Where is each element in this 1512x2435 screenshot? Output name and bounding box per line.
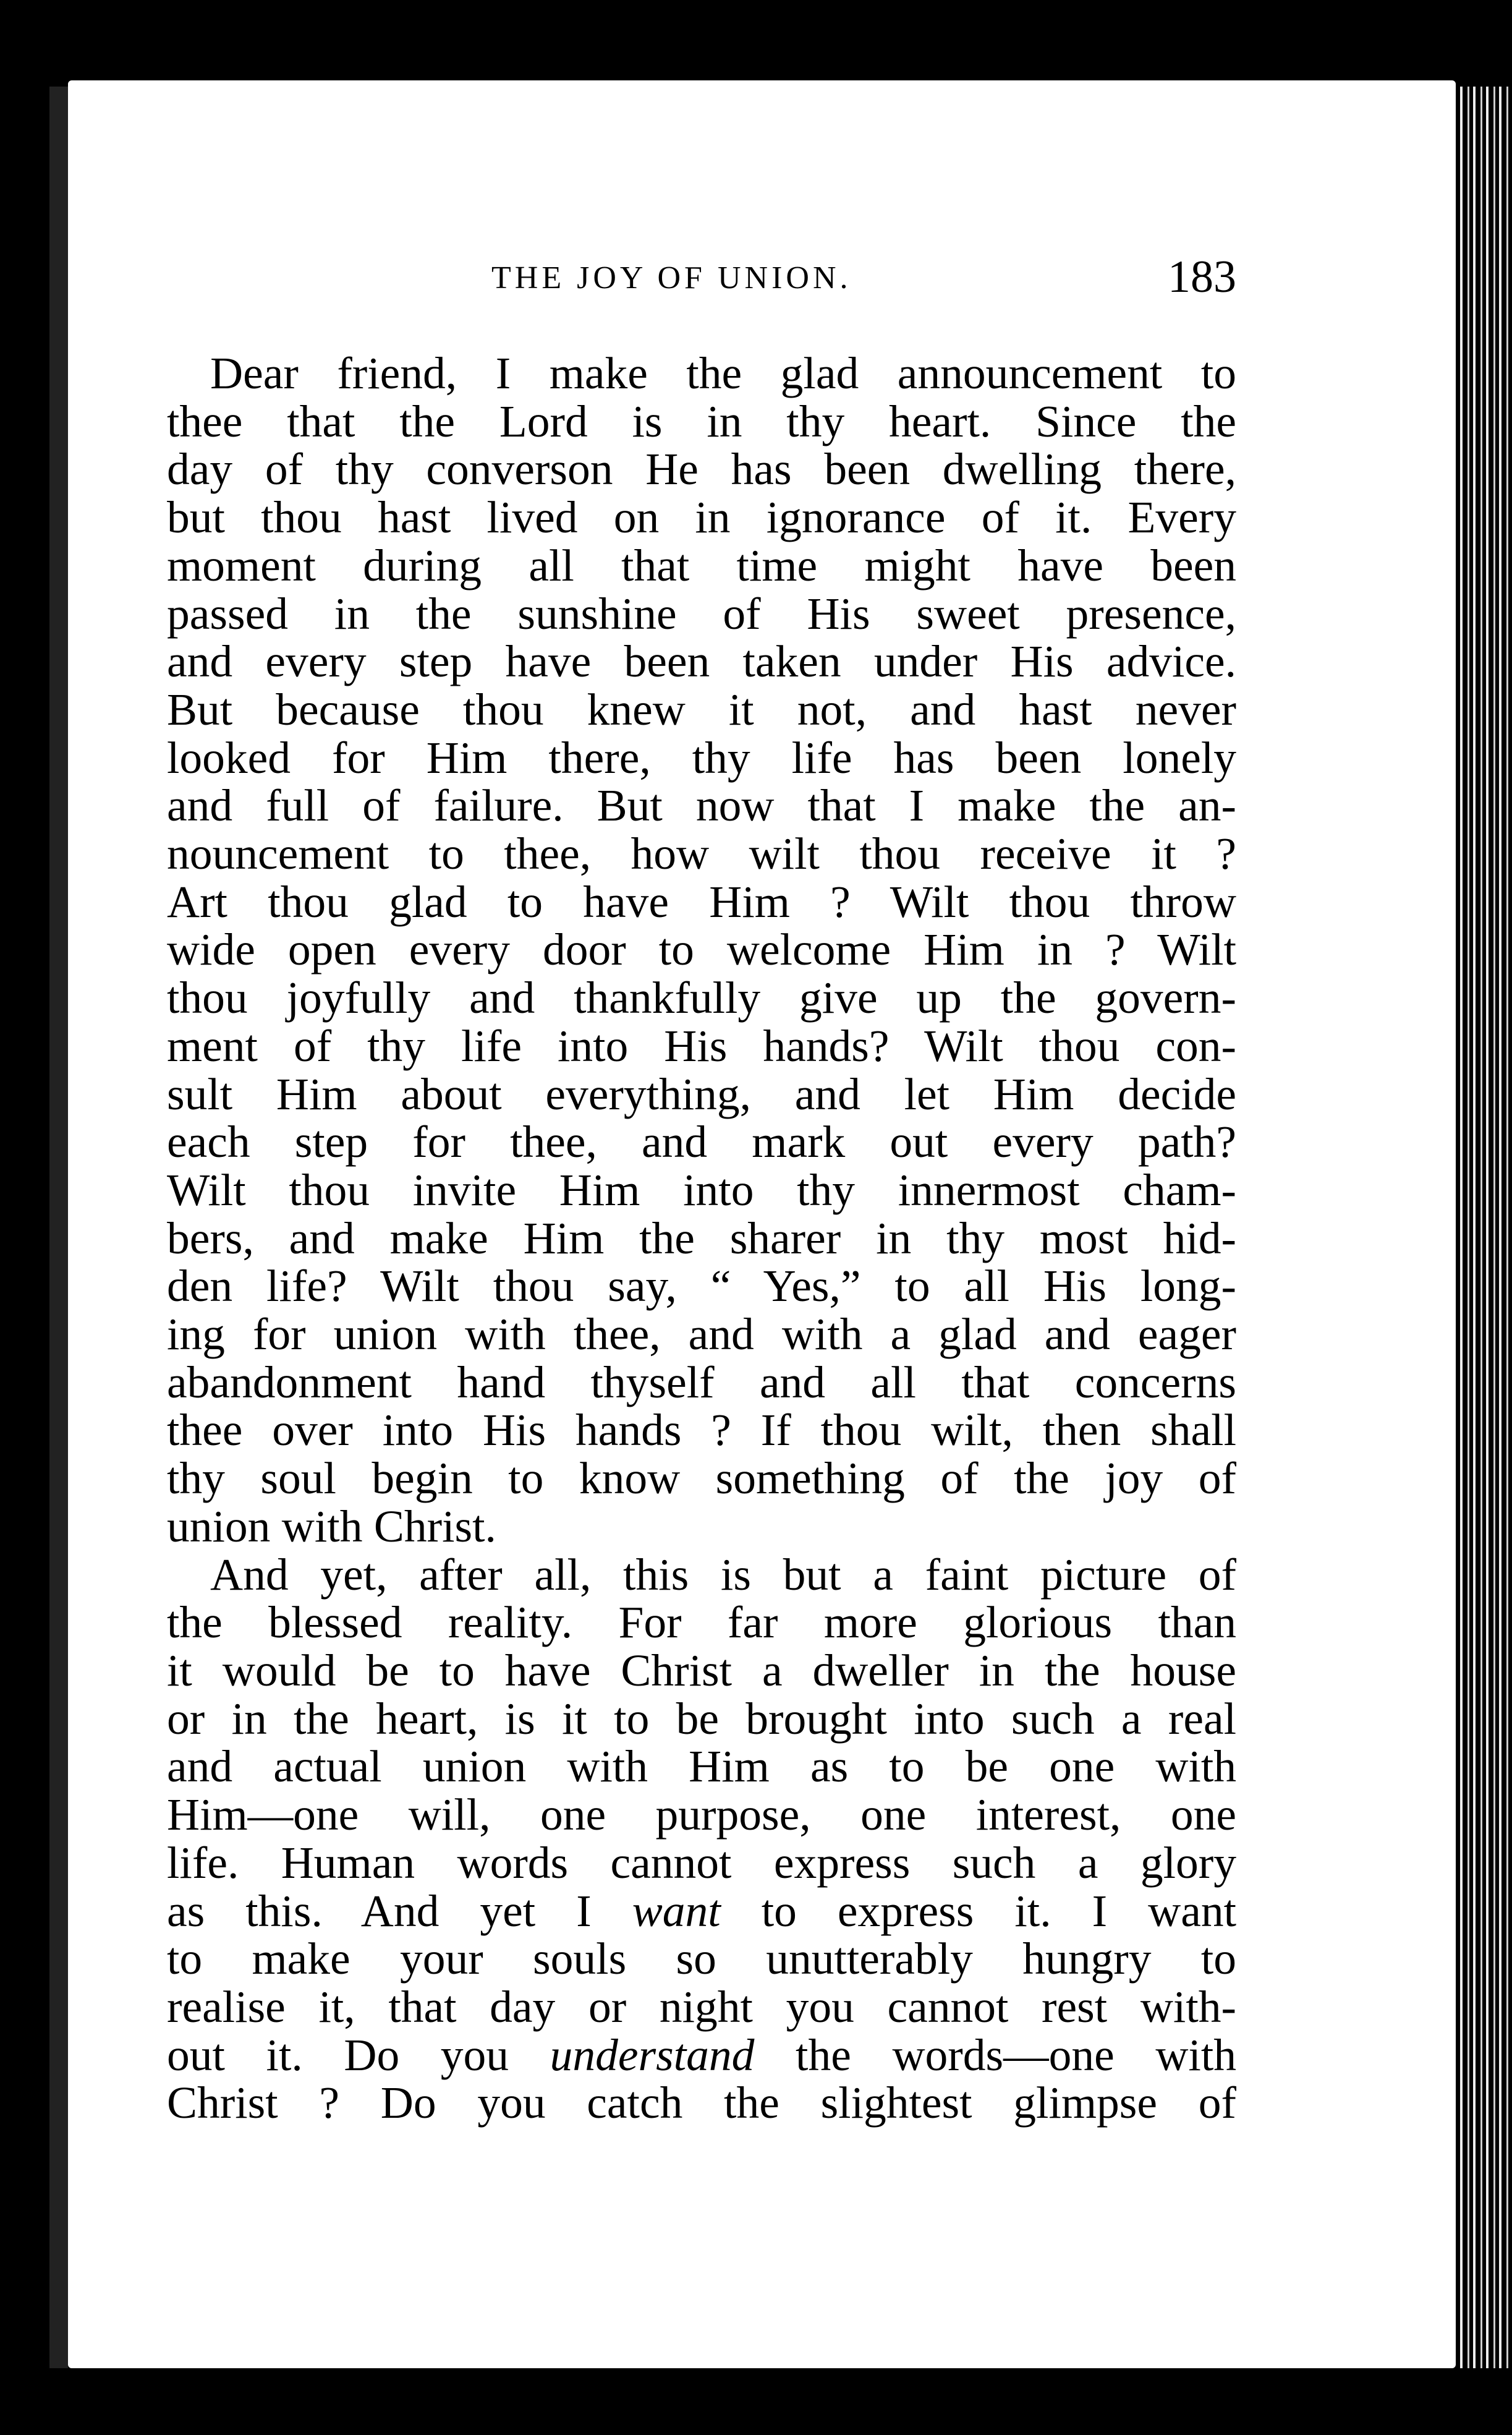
text-line: abandonment hand thyself and all that concerns — [167, 1357, 1236, 1407]
text-line: And yet, after all, this is but a faint picture of — [210, 1549, 1236, 1600]
text-line: nouncement to thee, how wilt thou receive it ? — [167, 829, 1236, 879]
text-line: thou joyfully and thankfully give up the govern- — [167, 973, 1236, 1023]
text-line: ing for union with thee, and with a glad and eager — [167, 1309, 1236, 1360]
text-line: but thou hast lived on in ignorance of it. Every — [167, 492, 1236, 543]
text-line: and actual union with Him as to be one with — [167, 1741, 1236, 1792]
text-line: sult Him about everything, and let Him decide — [167, 1068, 1236, 1119]
text-line: to make your souls so unutterably hungry to — [167, 1934, 1236, 1984]
text-line: it would be to have Christ a dweller in the house — [167, 1645, 1236, 1695]
text-line: out it. Do you understand the words—one with — [167, 2029, 1237, 2080]
text-line: thy soul begin to know something of the joy of — [167, 1453, 1236, 1504]
text-line: But because thou knew it not, and hast never — [167, 684, 1236, 735]
text-line: bers, and make Him the sharer in thy most hid- — [167, 1213, 1236, 1263]
text-line: thee that the Lord is in thy heart. Since the — [167, 396, 1236, 446]
text-line: union with Christ. — [167, 1501, 496, 1551]
text-line: wide open every door to welcome Him in ? Wilt — [167, 924, 1236, 975]
text-line: day of thy converson He has been dwelling there, — [167, 444, 1236, 495]
text-line: Him—one will, one purpose, one interest, one — [167, 1789, 1236, 1840]
text-line: Christ ? Do you catch the slightest glimpse of — [167, 2078, 1236, 2128]
text-line: the blessed reality. For far more glorious than — [167, 1597, 1236, 1648]
text-line: and full of failure. But now that I make the an- — [167, 780, 1236, 831]
text-line: Wilt thou invite Him into thy innermost cham- — [167, 1164, 1236, 1215]
text-line: Art thou glad to have Him ? Wilt thou throw — [167, 876, 1236, 927]
text-line: as this. And yet I want to express it. I want — [167, 1885, 1236, 1936]
text-line: realise it, that day or night you cannot rest with- — [167, 1981, 1236, 2032]
text-line: passed in the sunshine of His sweet presence, — [167, 588, 1236, 639]
body-text — [167, 349, 1236, 2127]
right-page-edges — [1456, 87, 1512, 2368]
text-line: moment during all that time might have been — [167, 540, 1236, 591]
text-line: den life? Wilt thou say, “ Yes,” to all His long- — [167, 1261, 1236, 1311]
text-line: ment of thy life into His hands? Wilt thou con- — [167, 1020, 1236, 1071]
text-line: or in the heart, is it to be brought into such a real — [167, 1693, 1236, 1744]
page-number: 183 — [1168, 252, 1236, 302]
paragraph — [167, 1551, 1236, 2127]
text-line: and every step have been taken under His advice. — [167, 636, 1236, 687]
text-line: thee over into His hands ? If thou wilt, then shall — [167, 1405, 1236, 1456]
text-line: looked for Him there, thy life has been lonely — [167, 732, 1236, 783]
text-line: Dear friend, I make the glad announcement to — [210, 348, 1236, 398]
paragraph — [167, 349, 1236, 1551]
running-head — [161, 252, 1236, 309]
running-title: THE JOY OF UNION. — [491, 260, 852, 296]
text-line: life. Human words cannot express such a glory — [167, 1837, 1236, 1888]
text-line: each step for thee, and mark out every path? — [167, 1117, 1236, 1167]
left-page-edge — [25, 87, 68, 2368]
